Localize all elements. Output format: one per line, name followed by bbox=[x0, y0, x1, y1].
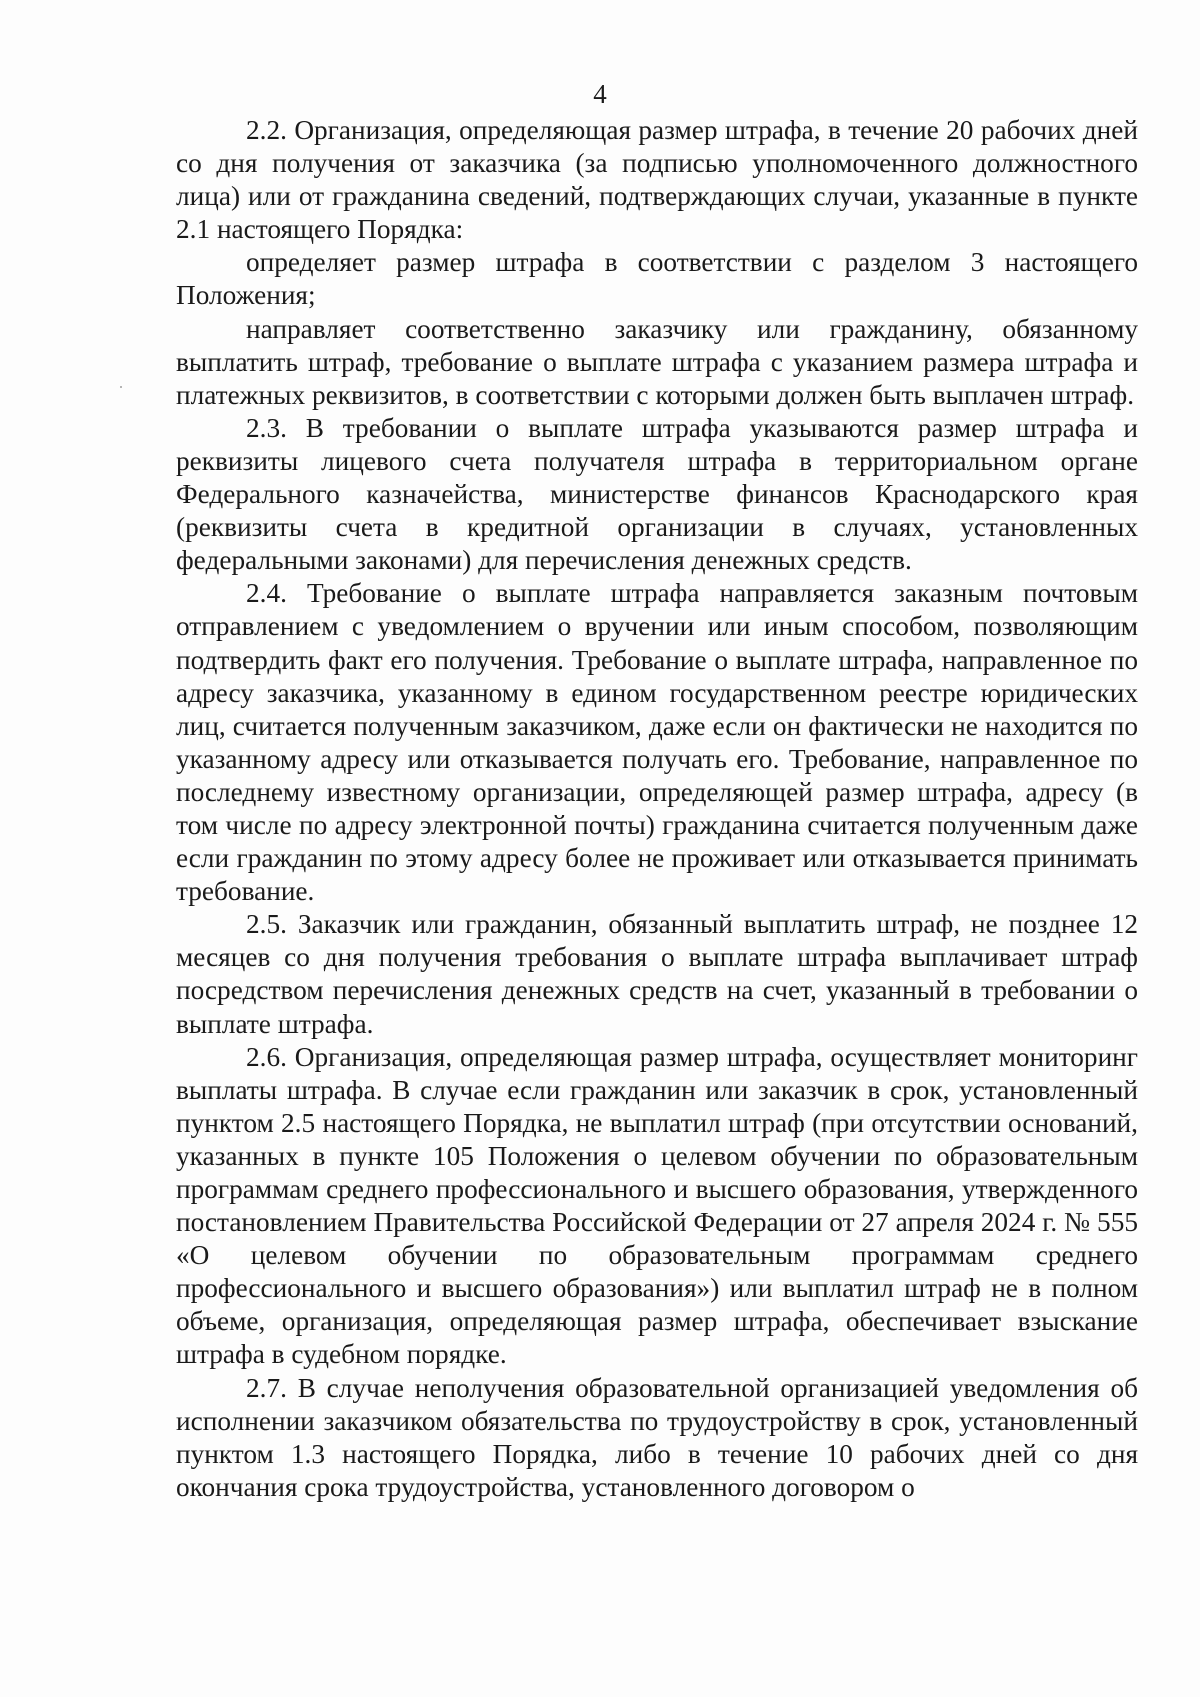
paragraph-2-5: 2.5. Заказчик или гражданин, обязанный выплатить штраф, не позднее 12 месяцев со дня получения требования о выплате штрафа выплачивает штраф посредством перечисления денежных средств на счет, указанный в требовании о выплате штрафа. bbox=[176, 909, 1138, 1039]
paragraph-2-6: 2.6. Организация, определяющая размер штрафа, осуществляет мониторинг выплаты штрафа. В случае если гражданин или заказчик в срок, установленный пунктом 2.5 настоящего Порядка, не выплатил штраф (при отсутствии оснований, указанных в пункте 105 Положения о целевом обучении по образовательным программам среднего профессионального и высшего образования, утвержденного постановлением Правительства Российской Федерации от 27 апреля 2024 г. № 555 «О целевом обучении по образовательным программам среднего профессионального и высшего образования») или выплатил штраф не в полном объеме, организация, определяющая размер штрафа, обеспечивает взыскание штрафа в судебном порядке. bbox=[176, 1041, 1138, 1370]
paragraph-2-4: 2.4. Требование о выплате штрафа направляется заказным почтовым отправлением с уведомлением о вручении или иным способом, позволяющим подтвердить факт его получения. Требование о выплате штрафа, направленное по адресу заказчика, указанному в едином государственном реестре юридических лиц, считается полученным заказчиком, даже если он фактически не находится по указанному адресу или отказывается получать его. Требование, направленное по последнему известному организации, определяющей размер штрафа, адресу (в том числе по адресу электронной почты) гражданина считается полученным даже если гражданин по этому адресу более не проживает или отказывается принимать требование. bbox=[176, 578, 1138, 907]
paragraph-2-2-item-1: определяет размер штрафа в соответствии с разделом 3 настоящего Положения; bbox=[176, 247, 1138, 311]
scan-artifact bbox=[120, 386, 122, 388]
paragraph-2-2: 2.2. Организация, определяющая размер штрафа, в течение 20 рабочих дней со дня получения от заказчика (за подписью уполномоченного должностного лица) или от гражданина сведений, подтверждающих случаи, указанные в пункте 2.1 настоящего Порядка: bbox=[176, 115, 1138, 245]
document-body bbox=[176, 114, 1138, 1504]
paragraph-2-2-item-2: направляет соответственно заказчику или гражданину, обязанному выплатить штраф, требование о выплате штрафа с указанием размера штрафа и платежных реквизитов, в соответствии с которыми должен быть выплачен штраф. bbox=[176, 313, 1138, 410]
paragraph-2-7: 2.7. В случае неполучения образовательной организацией уведомления об исполнении заказчиком обязательства по трудоустройству в срок, установленный пунктом 1.3 настоящего Порядка, либо в течение 10 рабочих дней со дня окончания срока трудоустройства, установленного договором о bbox=[176, 1372, 1138, 1502]
paragraph-2-3: 2.3. В требовании о выплате штрафа указываются размер штрафа и реквизиты лицевого счета получателя штрафа в территориальном органе Федерального казначейства, министерстве финансов Краснодарского края (реквизиты счета в кредитной организации в случаях, установленных федеральными законами) для перечисления денежных средств. bbox=[176, 412, 1138, 576]
page-number: 4 bbox=[593, 79, 607, 109]
